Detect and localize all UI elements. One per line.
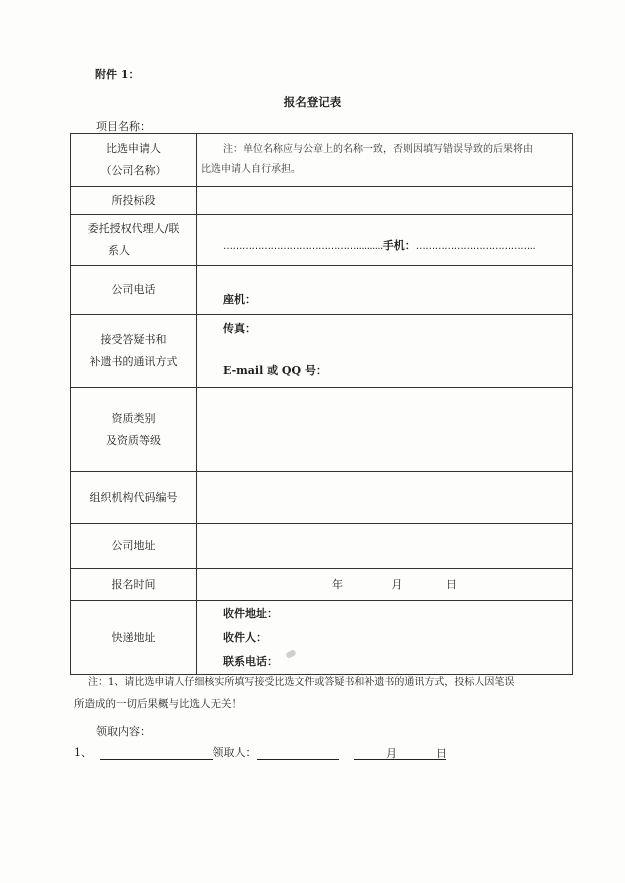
row-applicant [71,134,573,187]
company-phone-field[interactable] [197,266,573,315]
row-agent [71,215,573,266]
contact-method-label-line2: 补遗书的通讯方式 [89,355,178,368]
row-company-phone [71,266,573,315]
attachment-heading: 附件 1： [95,68,140,81]
qualification-label [71,388,197,472]
applicant-label-line2: （公司名称） [100,164,167,177]
receipt-content-blank[interactable] [100,746,213,760]
registration-form-table [70,133,573,675]
row-contact-method [71,315,573,388]
receipt-month-label: 月 [386,747,397,760]
landline-label: 座机： [223,293,256,306]
day-label: 日 [446,577,457,591]
qualification-field[interactable] [197,388,573,472]
row-qualification [71,388,573,472]
express-address-field[interactable] [197,601,573,675]
applicant-note-line1: 注：单位名称应与公章上的名称一致，否则因填写错误导致的后果将由 [223,144,533,155]
qualification-label-line2: 及资质等级 [106,433,161,447]
receiver-sign-label: 领取人： [212,746,257,759]
row-company-address [71,524,573,569]
agent-label [71,215,197,266]
applicant-label-line1: 比选申请人 [106,142,161,155]
footnote-line1: 注：1、请比选申请人仔细核实所填写接受比选文件或答疑书和补遗书的通讯方式，投标人因笔误 [88,677,515,688]
receive-content-label: 领取内容： [96,725,151,738]
agent-mobile-label: 手机： [382,239,416,252]
contact-method-label-line1: 接受答疑书和 [100,333,167,346]
footnote-line2: 所造成的一切后果概与比选人无关！ [74,698,242,710]
applicant-note-line2: 比选申请人自行承担。 [201,164,301,175]
signup-time-field[interactable] [197,569,573,601]
agent-mobile-dots: ……………………………….. [415,241,536,252]
project-name-label: 项目名称： [96,120,151,133]
receipt-sign-row [74,744,574,760]
receiver-address-label: 收件地址： [223,606,278,620]
form-title: 报名登记表 [283,95,342,109]
fax-label: 传真： [223,322,256,335]
receipt-day-label: 日 [436,747,447,760]
company-address-field[interactable] [197,524,573,569]
agent-field[interactable] [197,215,573,266]
receiver-sign-blank[interactable] [257,746,339,760]
contact-method-field[interactable] [197,315,573,388]
row-bid-section [71,187,573,215]
org-code-label: 组织机构代码编号 [71,472,197,524]
row-signup-time [71,569,573,601]
row-express-address [71,601,573,675]
company-address-label: 公司地址 [71,524,197,569]
receipt-index: 1、 [74,746,92,759]
applicant-field[interactable] [197,134,573,187]
row-org-code [71,472,573,524]
receiver-label: 收件人： [223,630,267,644]
year-label: 年 [332,577,343,591]
bid-section-label: 所投标段 [71,187,197,215]
agent-name-dots: …………………………………….......... [223,241,383,252]
qualification-label-line1: 资质类别 [111,411,156,425]
agent-label-line2: 系人 [108,244,130,257]
org-code-field[interactable] [197,472,573,524]
bid-section-field[interactable] [197,187,573,215]
agent-label-line1: 委托授权代理人/联 [87,222,180,235]
contact-method-label [71,315,197,388]
express-address-label: 快递地址 [71,601,197,675]
signup-time-label: 报名时间 [71,569,197,601]
applicant-label [71,134,197,187]
month-label: 月 [391,577,403,591]
receiver-phone-label: 联系电话： [223,654,278,668]
email-qq-label: E-mail 或 QQ 号： [223,364,327,377]
company-phone-label: 公司电话 [71,266,197,315]
receipt-date-blank[interactable] [354,746,446,760]
